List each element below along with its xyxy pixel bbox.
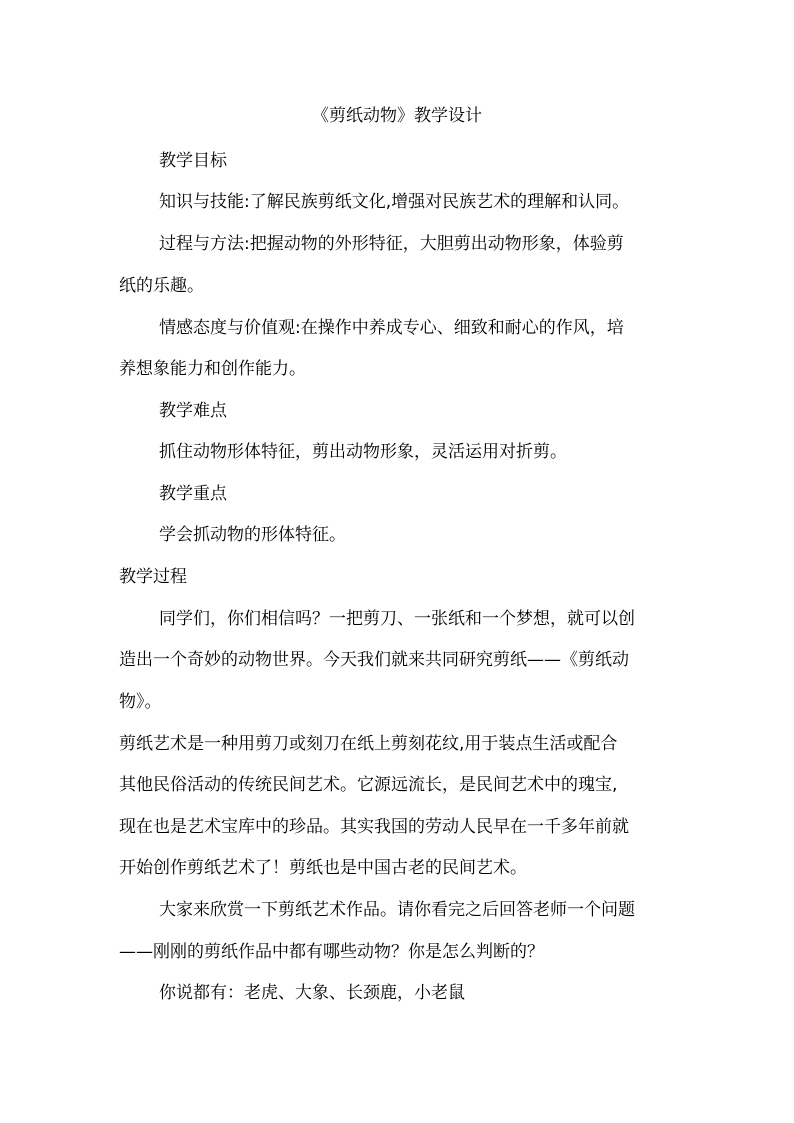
process-methods-line-1: 过程与方法:把握动物的外形特征，大胆剪出动物形象，体验剪 <box>159 234 624 254</box>
heading-objectives: 教学目标 <box>159 151 227 171</box>
art-line-3: 现在也是艺术宝库中的珍品。其实我国的劳动人民早在一千多年前就 <box>119 817 629 837</box>
appreciate-line-1: 大家来欣赏一下剪纸艺术作品。请你看完之后回答老师一个问题 <box>159 900 635 920</box>
emotion-values-line-1: 情感态度与价值观:在操作中养成专心、细致和耐心的作风，培 <box>159 318 624 338</box>
key-points-text: 学会抓动物的形体特征。 <box>159 525 346 545</box>
art-line-2: 其他民俗活动的传统民间艺术。它源远流长，是民间艺术中的瑰宝, <box>119 775 618 795</box>
art-line-4: 开始创作剪纸艺术了！剪纸也是中国古老的民间艺术。 <box>119 858 527 878</box>
heading-difficulty: 教学难点 <box>159 401 227 421</box>
document-title: 《剪纸动物》教学设计 <box>312 106 482 126</box>
heading-process: 教学过程 <box>119 567 187 587</box>
intro-line-2: 造出一个奇妙的动物世界。今天我们就来共同研究剪纸——《剪纸动 <box>119 650 629 670</box>
intro-line-1: 同学们，你们相信吗？一把剪刀、一张纸和一个梦想，就可以创 <box>159 609 635 629</box>
intro-line-3: 物》。 <box>119 692 162 712</box>
process-methods-line-2: 纸的乐趣。 <box>119 276 204 296</box>
appreciate-line-2: ——刚刚的剪纸作品中都有哪些动物？你是怎么判断的？ <box>119 942 544 962</box>
heading-key-points: 教学重点 <box>159 484 227 504</box>
art-line-1: 剪纸艺术是一种用剪刀或刻刀在纸上剪刻花纹,用于装点生活或配合 <box>119 734 618 754</box>
emotion-values-line-2: 养想象能力和创作能力。 <box>119 359 306 379</box>
answer-line: 你说都有：老虎、大象、长颈鹿，小老鼠 <box>159 983 465 1003</box>
knowledge-skills-text: 知识与技能:了解民族剪纸文化,增强对民族艺术的理解和认同。 <box>159 192 630 212</box>
difficulty-text: 抓住动物形体特征，剪出动物形象，灵活运用对折剪。 <box>159 442 567 462</box>
